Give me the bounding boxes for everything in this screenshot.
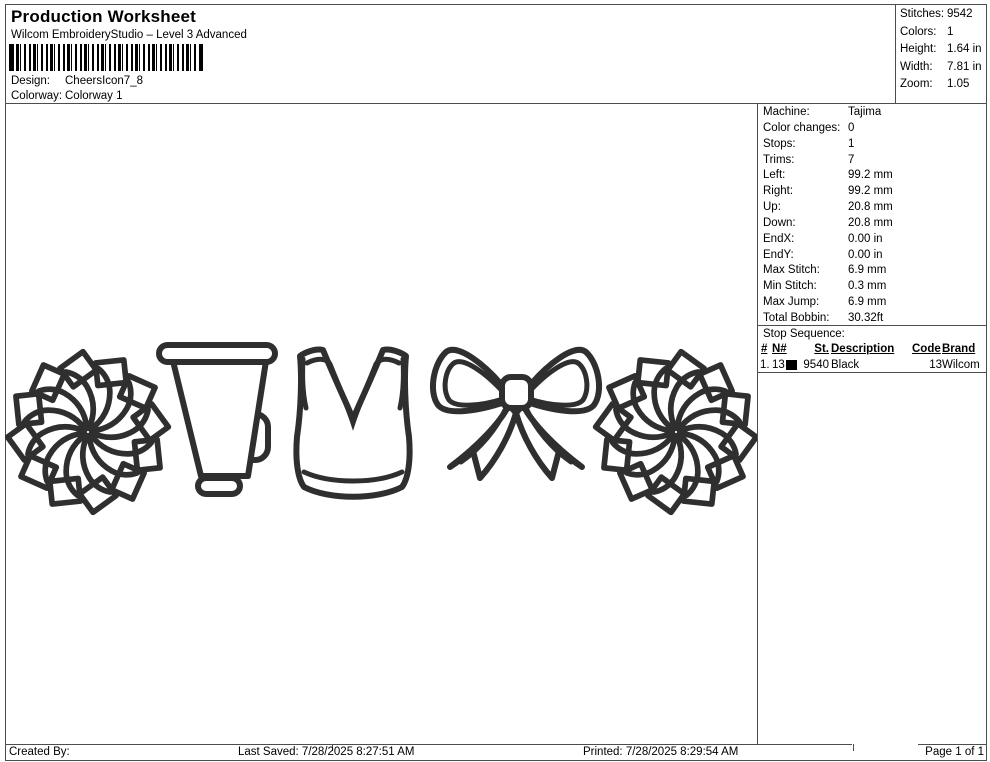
bow-icon	[433, 350, 599, 478]
column-header-st: St.	[814, 343, 829, 355]
design-value: CheersIcon7_8	[65, 75, 143, 87]
summary-row	[900, 8, 984, 26]
detail-label: Up:	[763, 201, 781, 214]
detail-value: 7	[848, 153, 855, 166]
detail-row	[763, 280, 985, 296]
detail-label: Min Stitch:	[763, 280, 817, 293]
barcode-icon	[9, 44, 203, 71]
row-description: Black	[831, 359, 860, 371]
colorway-label: Colorway:	[11, 90, 63, 102]
row-n: 13	[772, 359, 785, 371]
detail-label: Machine:	[763, 106, 810, 118]
detail-row	[763, 185, 985, 201]
design-label: Design:	[11, 75, 50, 87]
printed-text: Printed: 7/28/2025 8:29:54 AM	[583, 746, 739, 758]
detail-row	[763, 169, 985, 185]
detail-value: 20.8 mm	[848, 201, 893, 214]
column-header-n: N#	[772, 343, 787, 355]
detail-row	[763, 217, 985, 233]
summary-row	[900, 61, 984, 79]
created-by-label: Created By:	[9, 746, 70, 758]
detail-label: Right:	[763, 185, 794, 198]
detail-value: 20.8 mm	[848, 216, 893, 229]
detail-label: Total Bobbin:	[763, 311, 830, 324]
row-brand: Wilcom	[942, 359, 980, 371]
detail-label: EndX:	[763, 232, 795, 245]
summary-value: 1	[947, 25, 954, 38]
summary-label: Colors:	[900, 25, 937, 38]
summary-box-divider	[895, 4, 896, 104]
detail-value: 0	[848, 121, 855, 134]
pom-pom-left-icon	[5, 346, 174, 518]
stop-sequence-section	[757, 326, 986, 374]
detail-value: 6.9 mm	[848, 264, 887, 277]
megaphone-base	[198, 478, 240, 494]
detail-row	[763, 201, 985, 217]
header-divider	[5, 103, 986, 104]
summary-row	[900, 78, 984, 96]
footer-line-right	[918, 744, 986, 745]
app-subtitle: Wilcom EmbroideryStudio – Level 3 Advanced	[11, 29, 247, 41]
design-canvas	[5, 105, 757, 745]
megaphone-body	[173, 361, 266, 476]
detail-label: Left:	[763, 169, 786, 182]
detail-value: 99.2 mm	[848, 169, 893, 182]
detail-row	[763, 296, 985, 312]
detail-row	[763, 154, 985, 170]
detail-row	[763, 249, 985, 265]
detail-row	[763, 122, 985, 138]
summary-label: Height:	[900, 43, 937, 56]
detail-row	[763, 264, 985, 280]
summary-label: Stitches:	[900, 8, 945, 20]
row-num: 1.	[760, 359, 770, 371]
detail-label: Max Jump:	[763, 296, 820, 309]
bow-left-loop-line	[445, 362, 504, 406]
footer-tick-2	[853, 744, 854, 751]
detail-value: 0.00 in	[848, 232, 883, 245]
row-code: 13	[929, 359, 942, 371]
colorway-value: Colorway 1	[65, 90, 123, 102]
row-st: 9540	[803, 359, 829, 371]
detail-value: Tajima	[848, 106, 882, 118]
panel-divider	[757, 104, 758, 744]
detail-label: Color changes:	[763, 121, 841, 134]
detail-label: EndY:	[763, 248, 794, 261]
bow-knot	[502, 377, 531, 408]
detail-value: 1	[848, 137, 855, 150]
column-header-brand: Brand	[942, 343, 976, 355]
detail-value: 0.3 mm	[848, 280, 887, 293]
detail-row	[763, 106, 985, 122]
column-header-description: Description	[831, 343, 895, 355]
last-saved-text: Last Saved: 7/28/2025 8:27:51 AM	[238, 746, 415, 758]
summary-label: Width:	[900, 60, 933, 73]
cheer-vest-icon	[296, 350, 409, 497]
detail-value: 30.32ft	[848, 311, 884, 324]
summary-box	[900, 8, 984, 96]
page-title: Production Worksheet	[11, 7, 197, 26]
detail-value: 6.9 mm	[848, 296, 887, 309]
detail-label: Max Stitch:	[763, 264, 820, 277]
summary-row	[900, 26, 984, 44]
summary-row	[900, 43, 984, 61]
detail-row	[763, 233, 985, 249]
detail-label: Stops:	[763, 137, 796, 150]
machine-details-panel	[763, 106, 985, 328]
page-number: Page 1 of 1	[925, 746, 984, 758]
thread-color-swatch	[786, 360, 797, 370]
summary-value: 7.81 in	[947, 60, 982, 73]
megaphone-icon	[159, 345, 275, 494]
summary-value: 1.05	[947, 78, 970, 91]
summary-value: 1.64 in	[947, 43, 982, 56]
summary-value: 9542	[947, 8, 973, 20]
detail-value: 99.2 mm	[848, 185, 893, 198]
detail-row	[763, 138, 985, 154]
column-header-code: Code	[912, 343, 941, 355]
detail-label: Trims:	[763, 153, 795, 166]
stop-sequence-title: Stop Sequence:	[763, 328, 845, 340]
detail-label: Down:	[763, 216, 796, 229]
pom-pom-right-icon	[590, 346, 757, 518]
detail-value: 0.00 in	[848, 248, 883, 261]
megaphone-rim	[159, 345, 275, 362]
bow-right-loop-line	[528, 362, 587, 406]
summary-label: Zoom:	[900, 78, 933, 91]
column-header-num: #	[761, 343, 768, 355]
